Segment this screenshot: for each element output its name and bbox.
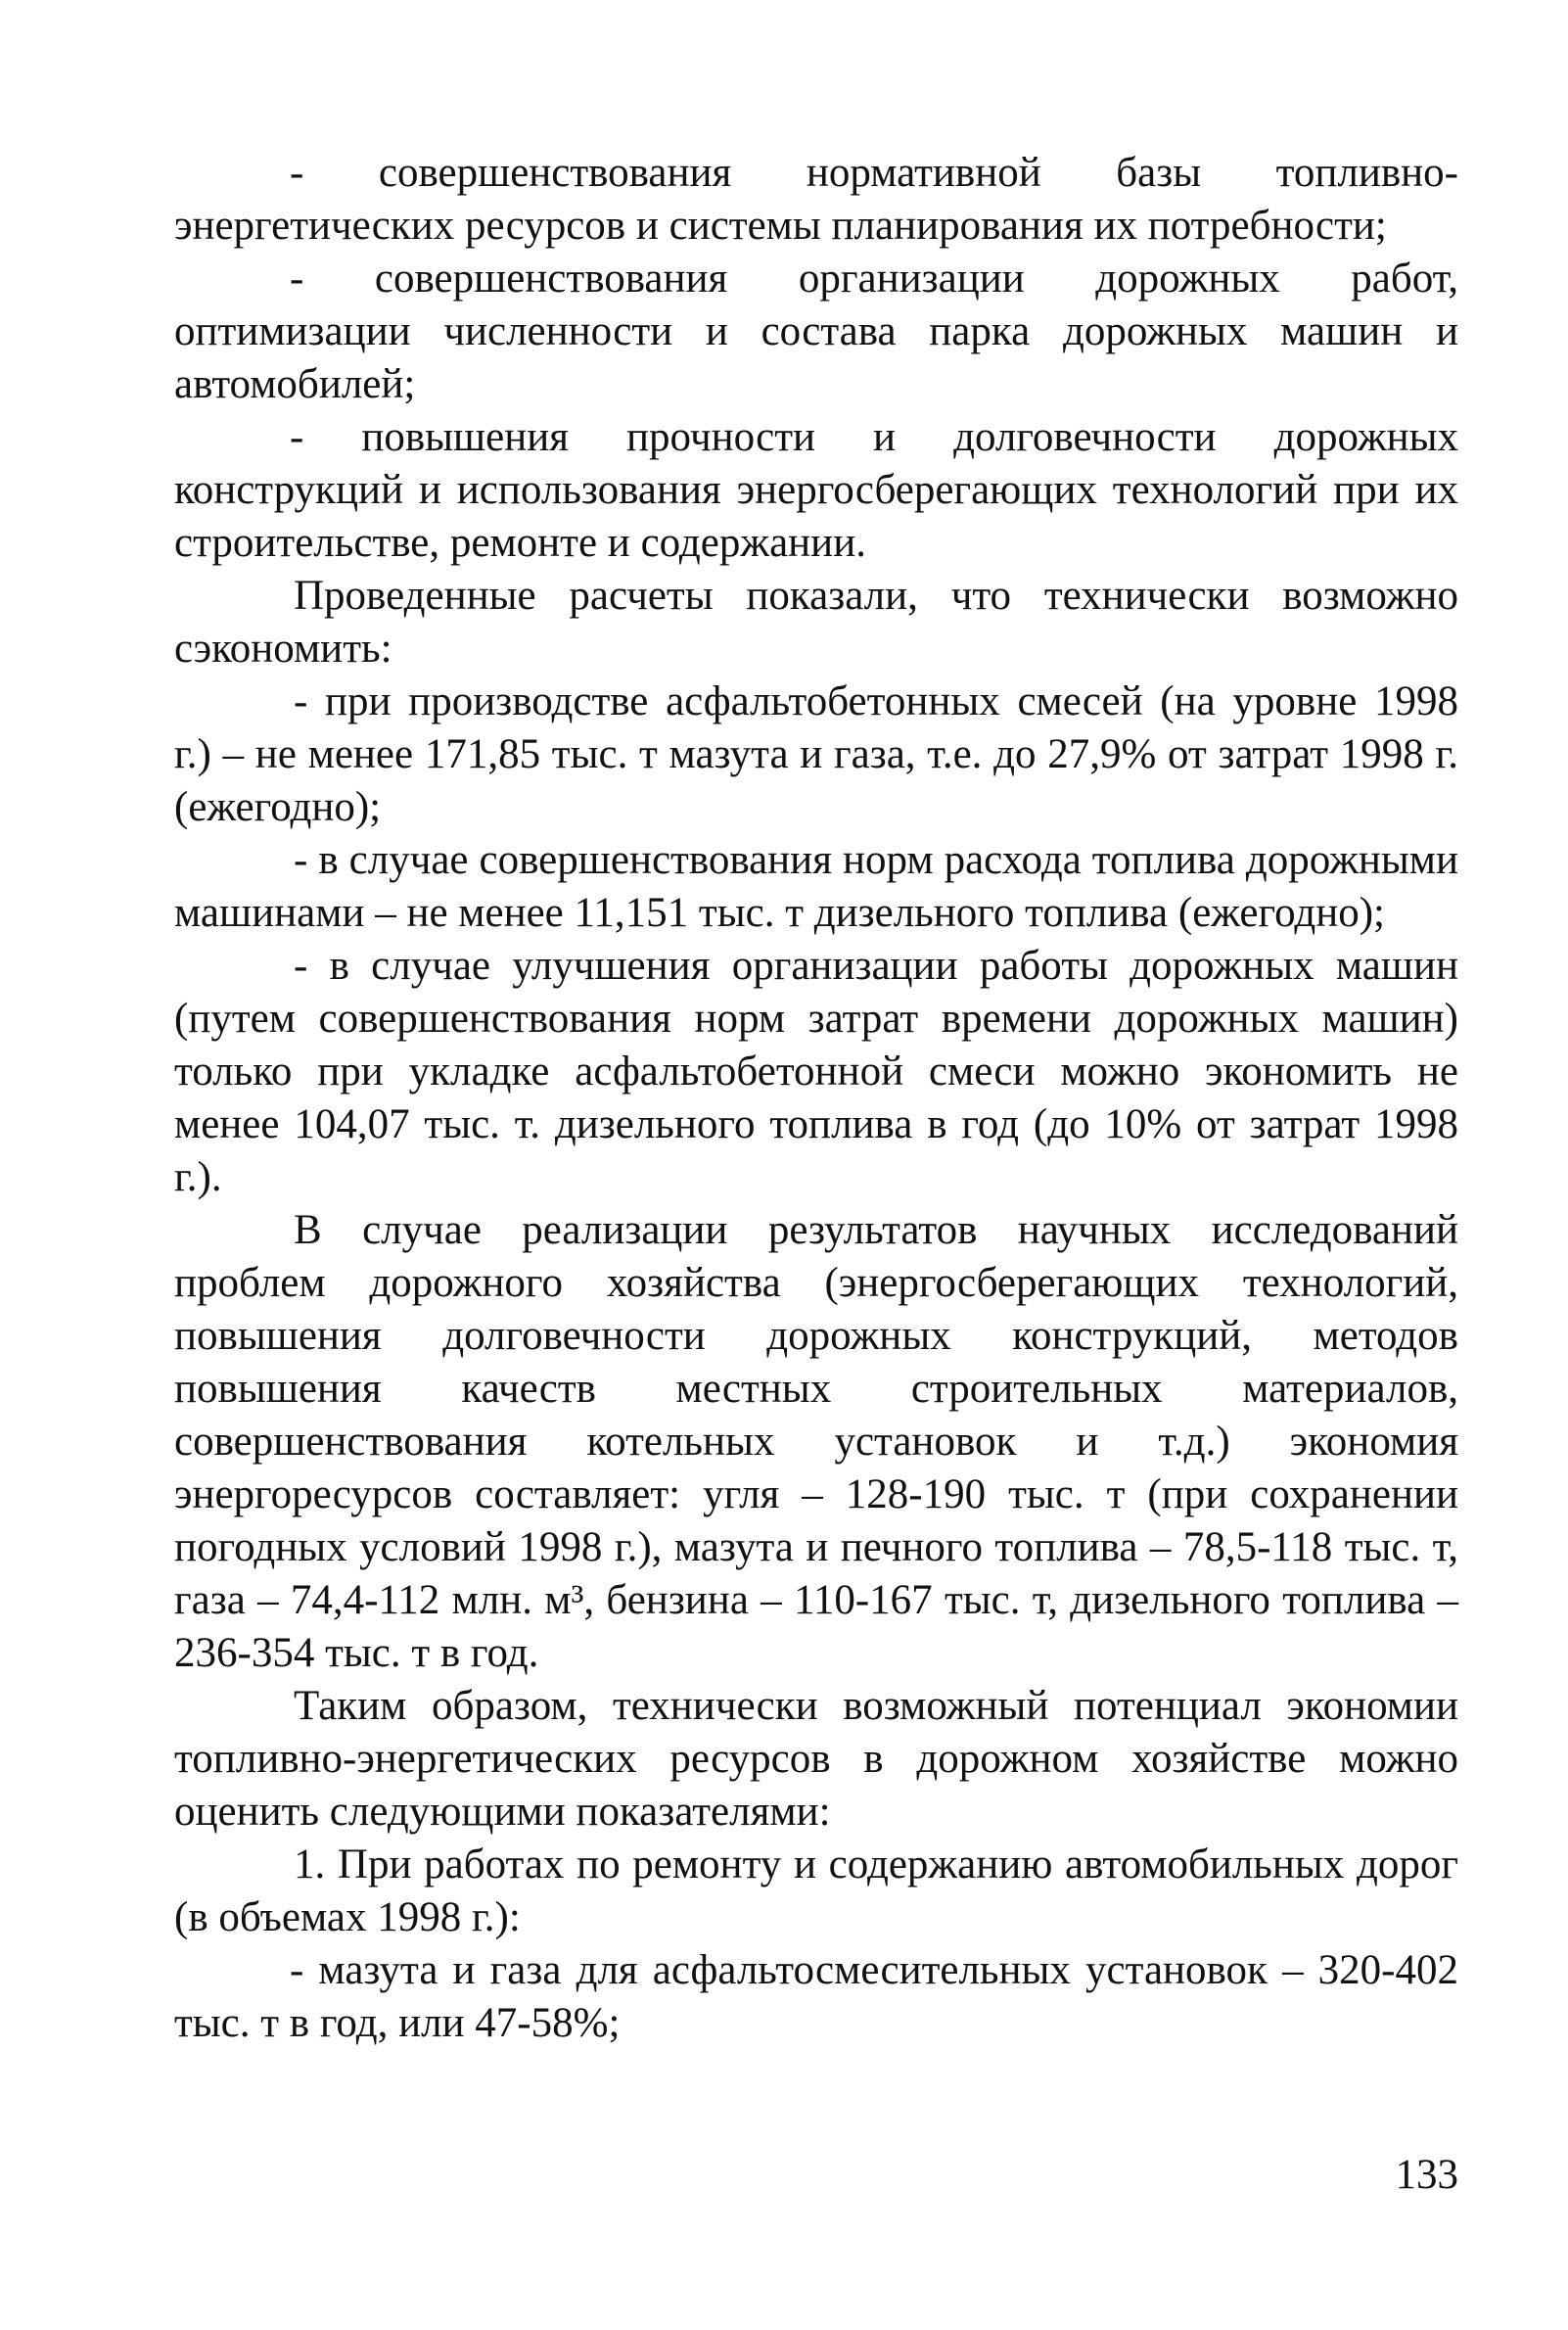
- paragraph-repair-maintenance: 1. При работах по ремонту и содержанию автомобильных дорог (в объемах 1998 г.):: [174, 1841, 1458, 1940]
- paragraph-road-works-organization: - совершенствования организации дорожных работ, оптимизации численности и состава парка дорожных машин и автомобилей;: [174, 256, 1458, 407]
- paragraph-research-results: В случае реализации результатов научных исследований проблем дорожного хозяйства (энергосберегающих технологий, повышения долговечности дорожных конструкций, методов повышения качеств местных строительных материалов, совершенствования котельных установок и т.д.) экономия энергоресурсов составляет: угля – 128-190 тыс. т (при сохранении погодных условий 1998 г.), мазута и печного топлива – 78,5-118 тыс. т, газа – 74,4-112 млн. м³, бензина – 110-167 тыс. т, дизельного топлива – 236-354 тыс. т в год.: [174, 1207, 1458, 1676]
- paragraph-potential-summary: Таким образом, технически возможный потенциал экономии топливно-энергетических ресурсов в дорожном хозяйстве можно оценить следующими показателями:: [174, 1683, 1458, 1835]
- paragraph-durability: - повышения прочности и долговечности дорожных конструкций и использования энергосберегающих технологий при их строительстве, ремонте и содержании.: [174, 414, 1458, 566]
- paragraph-fuel-norms: - в случае совершенствования норм расхода топлива дорожными машинами – не менее 11,151 тыс. т дизельного топлива (ежегодно);: [174, 837, 1458, 936]
- page-body: [174, 147, 1458, 2050]
- paragraph-machine-organization: - в случае улучшения организации работы дорожных машин (путем совершенствования норм затрат времени дорожных машин) только при укладке асфальтобетонной смеси можно экономить не менее 104,07 тыс. т. дизельного топлива в год (до 10% от затрат 1998 г.).: [174, 943, 1458, 1200]
- paragraph-calculations: Проведенные расчеты показали, что технически возможно сэкономить:: [174, 573, 1458, 672]
- paragraph-asphalt-mixes: - при производстве асфальтобетонных смесей (на уровне 1998 г.) – не менее 171,85 тыс. т мазута и газа, т.е. до 27,9% от затрат 1998 г. (ежегодно);: [174, 678, 1458, 830]
- paragraph-fuel-oil-gas: - мазута и газа для асфальтосмесительных установок – 320-402 тыс. т в год, или 47-58%;: [174, 1947, 1458, 2046]
- page-number: 133: [1395, 2152, 1458, 2198]
- paragraph-normative-base: - совершенствования нормативной базы топливно-энергетических ресурсов и системы планирования их потребности;: [174, 150, 1458, 249]
